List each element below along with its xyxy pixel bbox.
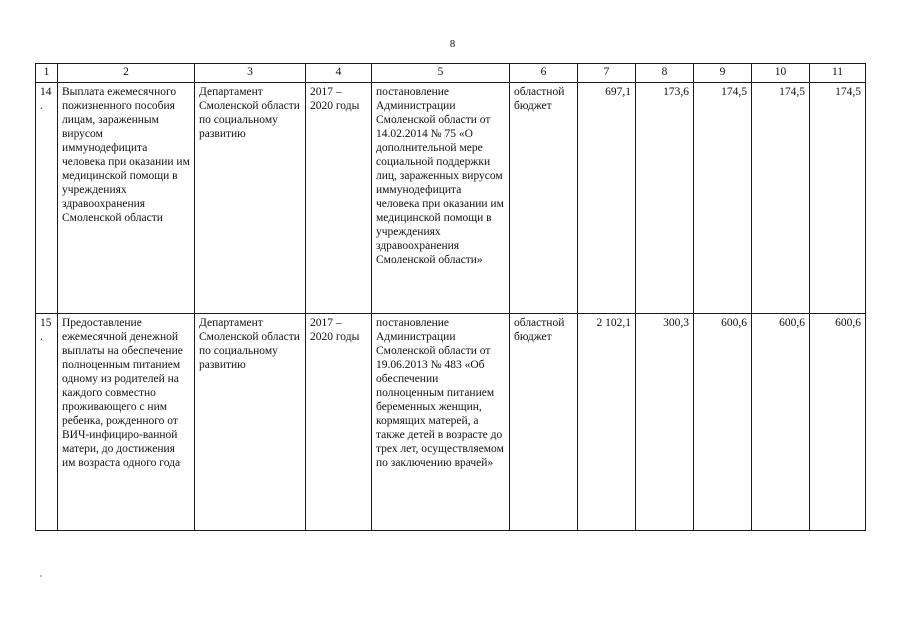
executor: Департамент Смоленской области по социальному развитию <box>195 314 306 531</box>
legal-basis: постановление Администрации Смоленской области от 19.06.2013 № 483 «Об обеспечении полноценным питанием беременных женщин, кормящих матерей, а также детей в возрасте до трех лет, осуществляемом по заключению врачей» <box>372 314 510 531</box>
header-cell-9: 9 <box>694 64 752 83</box>
header-cell-6: 6 <box>510 64 578 83</box>
table-row <box>36 314 866 531</box>
funding-source: областной бюджет <box>510 314 578 531</box>
amount-2020: 600,6 <box>810 314 866 531</box>
scan-speck <box>40 575 42 577</box>
total-amount: 2 102,1 <box>578 314 636 531</box>
amount-2017: 300,3 <box>636 314 694 531</box>
header-cell-7: 7 <box>578 64 636 83</box>
amount-2019: 600,6 <box>752 314 810 531</box>
total-amount: 697,1 <box>578 83 636 314</box>
header-cell-10: 10 <box>752 64 810 83</box>
row-number: 15. <box>36 314 58 531</box>
header-cell-1: 1 <box>36 64 58 83</box>
header-cell-3: 3 <box>195 64 306 83</box>
header-cell-4: 4 <box>306 64 372 83</box>
header-cell-8: 8 <box>636 64 694 83</box>
row-number: 14. <box>36 83 58 314</box>
measure-name: Выплата ежемесячного пожизненного пособия лицам, зараженным вирусом иммунодефицита человека при оказании им медицинской помощи в учреждениях здравоохранения Смоленской области <box>58 83 195 314</box>
amount-2018: 600,6 <box>694 314 752 531</box>
period: 2017 – 2020 годы <box>306 314 372 531</box>
page-number: 8 <box>449 38 456 50</box>
executor: Департамент Смоленской области по социальному развитию <box>195 83 306 314</box>
table-row <box>36 83 866 314</box>
amount-2017: 173,6 <box>636 83 694 314</box>
amount-2020: 174,5 <box>810 83 866 314</box>
period: 2017 – 2020 годы <box>306 83 372 314</box>
amount-2019: 174,5 <box>752 83 810 314</box>
funding-source: областной бюджет <box>510 83 578 314</box>
header-cell-11: 11 <box>810 64 866 83</box>
header-row <box>36 64 866 83</box>
header-cell-5: 5 <box>372 64 510 83</box>
amount-2018: 174,5 <box>694 83 752 314</box>
legal-basis: постановление Администрации Смоленской области от 14.02.2014 № 75 «О дополнительной мере социальной поддержки лиц, зараженных вирусом иммунодефицита человека при оказании им медицинской помощи в учреждениях здравоохранения Смоленской области» <box>372 83 510 314</box>
program-table <box>35 63 866 531</box>
measure-name: Предоставление ежемесячной денежной выплаты на обеспечение полноценным питанием одному из родителей на каждого совместно проживающего с ним ребенка, рожденного от ВИЧ-инфициро-ванной матери, до достижения им возраста одного года <box>58 314 195 531</box>
header-cell-2: 2 <box>58 64 195 83</box>
